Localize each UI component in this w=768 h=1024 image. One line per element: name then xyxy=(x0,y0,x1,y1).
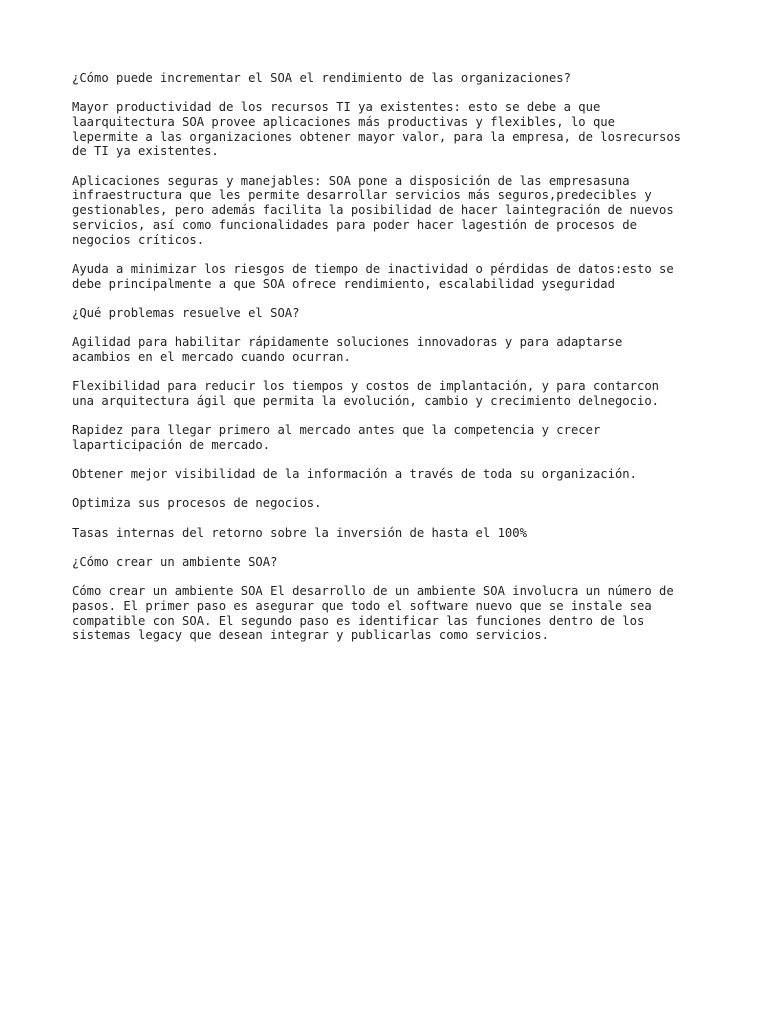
text-line: ¿Qué problemas resuelve el SOA? xyxy=(72,305,300,320)
paragraph-optimize xyxy=(72,496,712,511)
paragraph-question-create xyxy=(72,555,712,570)
text-line: una arquitectura ágil que permita la evolución, cambio y crecimiento delnegocio. xyxy=(72,393,659,408)
text-line: de TI ya existentes. xyxy=(72,144,219,159)
text-line: Optimiza sus procesos de negocios. xyxy=(72,496,322,511)
text-line: Aplicaciones seguras y manejables: SOA pone a disposición de las empresasuna xyxy=(72,173,630,188)
text-line: ¿Cómo puede incrementar el SOA el rendimiento de las organizaciones? xyxy=(72,71,571,85)
text-line: Tasas internas del retorno sobre la inversión de hasta el 100% xyxy=(72,525,527,540)
paragraph-create-environment xyxy=(72,584,712,643)
text-line: servicios, así como funcionalidades para poder hacer lagestión de procesos de xyxy=(72,217,637,232)
text-line: compatible con SOA. El segundo paso es identificar las funciones dentro de los xyxy=(72,613,645,628)
text-line: acambios en el mercado cuando ocurran. xyxy=(72,349,351,364)
text-line: Cómo crear un ambiente SOA El desarrollo de un ambiente SOA involucra un número de xyxy=(72,584,674,599)
text-line: Mayor productividad de los recursos TI ya existentes: esto se debe a que xyxy=(72,100,601,115)
text-line: sistemas legacy que desean integrar y publicarlas como servicios. xyxy=(72,628,549,643)
paragraph-risk-reduction xyxy=(72,262,712,291)
paragraph-question-performance xyxy=(72,71,712,86)
text-line: infraestructura que les permite desarrollar servicios más seguros,predecibles y xyxy=(72,188,652,203)
paragraph-question-problems xyxy=(72,306,712,321)
text-line: Ayuda a minimizar los riesgos de tiempo de inactividad o pérdidas de datos:esto se xyxy=(72,261,674,276)
text-line: Agilidad para habilitar rápidamente soluciones innovadoras y para adaptarse xyxy=(72,335,623,350)
text-line: negocios críticos. xyxy=(72,232,205,247)
document-page xyxy=(72,71,712,658)
text-line: ¿Cómo crear un ambiente SOA? xyxy=(72,555,278,569)
text-line: lepermite a las organizaciones obtener mayor valor, para la empresa, de losrecursos xyxy=(72,129,682,144)
text-line: laarquitectura SOA provee aplicaciones más productivas y flexibles, lo que xyxy=(72,115,615,129)
text-line: pasos. El primer paso es asegurar que todo el software nuevo que se instale sea xyxy=(72,599,652,613)
paragraph-return-rate xyxy=(72,526,712,541)
paragraph-agility xyxy=(72,335,712,364)
paragraph-flexibility xyxy=(72,379,712,408)
text-line: Rapidez para llegar primero al mercado antes que la competencia y crecer xyxy=(72,423,601,438)
paragraph-speed xyxy=(72,423,712,452)
paragraph-visibility xyxy=(72,467,712,482)
text-line: laparticipación de mercado. xyxy=(72,437,271,452)
text-line: debe principalmente a que SOA ofrece rendimiento, escalabilidad yseguridad xyxy=(72,276,615,291)
paragraph-secure-applications xyxy=(72,174,712,248)
text-line: gestionables, pero además facilita la posibilidad de hacer laintegración de nuevos xyxy=(72,203,674,218)
paragraph-productivity xyxy=(72,100,712,159)
text-line: Flexibilidad para reducir los tiempos y costos de implantación, y para contarcon xyxy=(72,379,659,394)
text-line: Obtener mejor visibilidad de la información a través de toda su organización. xyxy=(72,467,637,482)
